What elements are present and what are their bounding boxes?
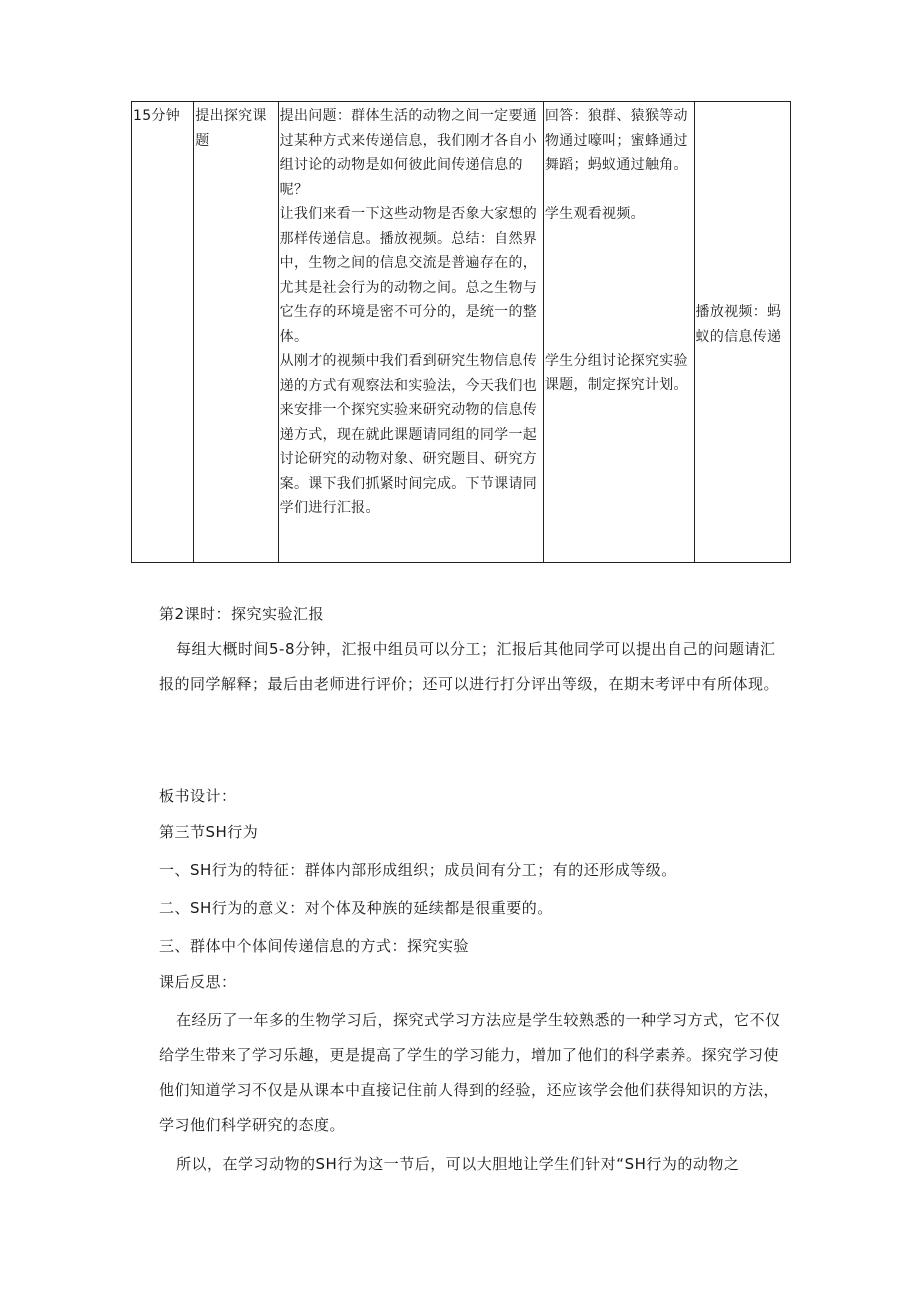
reflection-paragraph-2: 所以，在学习动物的SH行为这一节后，可以大胆地让学生们针对“SH行为的动物之 <box>176 1155 740 1173</box>
teacher-paragraph-video: 让我们来看一下这些动物是否象大家想的那样传递信息。播放视频。总结：自然界中，生物之间的信息交流是普遍存在的，尤其是社会行为的动物之间。总之生物与它生存的环境是密不可分的，是统一的整体。 <box>279 206 538 345</box>
board-item-1: 一、SH行为的特征：群体内部形成组织；成员间有分工；有的还形成等级。 <box>159 861 677 879</box>
time-cell <box>132 102 194 563</box>
reflection-heading: 课后反思： <box>159 973 237 991</box>
lesson2-heading: 第2课时：探究实验汇报 <box>159 605 325 623</box>
media-text: 播放视频：蚂蚁的信息传递 <box>695 304 782 345</box>
lesson-plan-table <box>131 101 791 563</box>
activity-cell <box>194 102 278 563</box>
teacher-activity-cell <box>278 102 543 563</box>
board-item-3: 三、群体中个体间传递信息的方式：探究实验 <box>159 937 470 955</box>
time-text: 15分钟 <box>133 108 181 124</box>
activity-text: 提出探究课题 <box>195 108 267 149</box>
board-heading: 板书设计： <box>159 787 237 805</box>
student-answer-text: 回答：狼群、猿猴等动物通过嚎叫；蜜蜂通过舞蹈；蚂蚁通过触角。 <box>544 108 688 173</box>
board-title: 第三节SH行为 <box>159 823 259 841</box>
teacher-paragraph-experiment: 从刚才的视频中我们看到研究生物信息传递的方式有观察法和实验法，今天我们也来安排一个探究实验来研究动物的信息传递方式，现在就此课题请同组的同学一起讨论研究的动物对象、研究题目、研究方案。课下我们抓紧时间完成。下节课请同学们进行汇报。 <box>279 353 538 516</box>
reflection-paragraph-1: 在经历了一年多的生物学习后，探究式学习方法应是学生较熟悉的一种学习方式，它不仅给学生带来了学习乐趣，更是提高了学生的学习能力，增加了他们的科学素养。探究学习使他们知道学习不仅是从课本中直接记住前人得到的经验，还应该学会他们获得知识的方法，学习他们科学研究的态度。 <box>159 1011 781 1134</box>
student-activity-cell <box>543 102 694 563</box>
lesson2-text: 每组大概时间5-8分钟，汇报中组员可以分工；汇报后其他同学可以提出自己的问题请汇报的同学解释；最后由老师进行评价；还可以进行打分评出等级，在期末考评中有所体现。 <box>159 640 780 693</box>
table-row <box>132 102 791 563</box>
cell-spacer <box>545 178 694 203</box>
student-watch-text: 学生观看视频。 <box>544 206 645 222</box>
teacher-paragraph-question: 提出问题：群体生活的动物之间一定要通过某种方式来传递信息，我们刚才各自小组讨论的动物是如何彼此间传递信息的呢？ <box>279 108 538 198</box>
board-item-2: 二、SH行为的意义：对个体及种族的延续都是很重要的。 <box>159 899 553 917</box>
student-discuss-text: 学生分组讨论探究实验课题，制定探究计划。 <box>544 352 688 393</box>
cell-spacer <box>545 227 694 349</box>
media-cell <box>694 102 790 563</box>
cell-spacer <box>696 104 790 300</box>
